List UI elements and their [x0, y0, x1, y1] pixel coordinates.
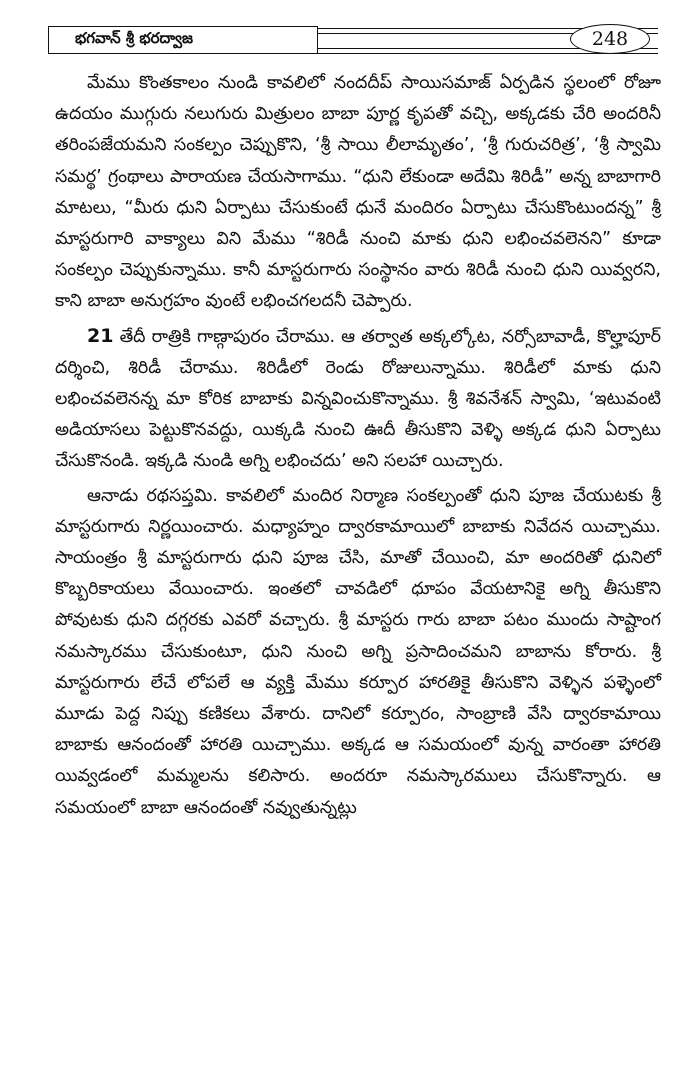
- paragraph-1-text: మేము కొంతకాలం నుండి కావలిలో నందదీప్ సాయిసమాజ్ ఏర్పడిన స్థలంలో రోజూ ఉదయం ముగ్గురు నలుగురు మిత్రులం బాబా పూర్ణ కృపతో వచ్చి, అక్కడకు చేరి అందరినీ తరింపజేయమని సంకల్పం చెప్పుకొని, ‘శ్రీ సాయి లీలామృతం’, ‘శ్రీ గురుచరిత్ర’, ‘శ్రీ స్వామి సమర్థ’ గ్రంథాలు పారాయణ చేయసాగాము. “ధుని లేకుండా అదేమి శిరిడీ” అన్న బాబాగారి మాటలు, “మీరు ధుని ఏర్పాటు చేసుకుంటే ధునే మందిరం ఏర్పాటు చేసుకొంటుందన్న” శ్రీ మాస్టరుగారి వాక్యాలు విని మేము “శిరిడీ నుంచి మాకు ధుని లభించవలెనని” కూడా సంకల్పం చెప్పుకున్నాము. కానీ మాస్టరుగారు సంస్థానం వారు శిరిడీ నుంచి ధుని యివ్వరని, కాని బాబా అనుగ్రహం వుంటే లభించగలదనీ చెప్పారు.: [55, 73, 661, 312]
- running-title-text: భగవాన్ శ్రీ భరద్వాజ: [75, 29, 193, 47]
- paragraph-2-date-number: 21: [87, 324, 114, 347]
- page-number: [570, 24, 650, 54]
- body-text: [55, 68, 661, 824]
- page-number-text: 248: [591, 28, 629, 50]
- paragraph-3-text: ఆనాడు రథసప్తమి. కావలిలో మందిర నిర్మాణ సంకల్పంతో ధుని పూజ చేయుటకు శ్రీ మాస్టరుగారు నిర్ణయించారు. మధ్యాహ్నం ద్వారకామాయిలో బాబాకు నివేదన యిచ్చాము. సాయంత్రం శ్రీ మాస్టరుగారు ధుని పూజ చేసి, మాతో చేయించి, మా అందరితో ధునిలో కొబ్బరికాయలు వేయించారు. ఇంతలో చావడిలో ధూపం వేయటానికై అగ్ని తీసుకొని పోవుటకు ధుని దగ్గరకు ఎవరో వచ్చారు. శ్రీ మాస్టరు గారు బాబా పటం ముందు సాష్టాంగ నమస్కారము చేసుకుంటూ, ధుని నుంచి అగ్ని ప్రసాదించమని బాబాను కోరారు. శ్రీ మాస్టరుగారు లేచే లోపలే ఆ వ్యక్తి మేము కర్పూర హారతికై తీసుకొని వెళ్ళిన పళ్ళెంలో మూడు పెద్ద నిప్పు కణికలు వేశారు. దానిలో కర్పూరం, సాంబ్రాణి వేసి ద్వారకామాయి బాబాకు ఆనందంతో హారతి యిచ్చాము. అక్కడ ఆ సమయంలో వున్న వారంతా హారతి యివ్వడంలో మమ్మలను కలిసారు. అందరూ నమస్కారములు చేసుకొన్నారు. ఆ సమయంలో బాబా ఆనందంతో నవ్వుతున్నట్లు: [55, 485, 661, 818]
- paragraph-2: [55, 321, 661, 478]
- paragraph-1: [55, 68, 661, 318]
- running-title: [48, 26, 318, 54]
- paragraph-2-text: తేదీ రాత్రికి గాణ్గాపురం చేరాము. ఆ తర్వాత అక్కల్కోట, నర్సోబావాడీ, కొల్హాపూర్ దర్శించి, శిరిడీ చేరాము. శిరిడీలో రెండు రోజులున్నాము. శిరిడీలో మాకు ధుని లభించవలెనన్న మా కోరిక బాబాకు విన్నవించుకొన్నాము. శ్రీ శివనేశన్ స్వామి, ‘ఇటువంటి అడియాసలు పెట్టుకొనవద్దు, యిక్కడి నుంచి ఊదీ తీసుకొని వెళ్ళి అక్కడ ధుని ఏర్పాటు చేసుకొనండి. ఇక్కడి నుండి అగ్ని లభించదు’ అని సలహా యిచ్చారు.: [55, 326, 661, 472]
- paragraph-3: [55, 481, 661, 824]
- page-header: [48, 26, 658, 56]
